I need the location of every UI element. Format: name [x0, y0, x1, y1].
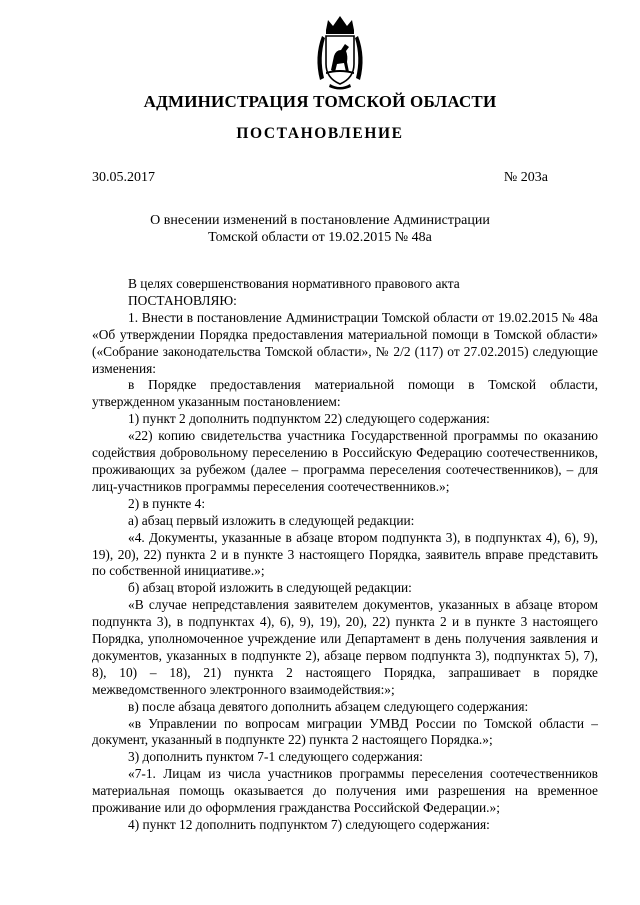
- body-paragraph: «22) копию свидетельства участника Государственной программы по оказанию содействия добровольному переселению в Российскую Федерацию соотечественников, проживающих за рубежом (далее – программа переселения соотечественников), – для лиц-участников программы переселения соотечественников.»;: [92, 428, 598, 494]
- document-number: № 203а: [503, 170, 548, 185]
- body-paragraph: В целях совершенствования нормативного правового акта: [128, 276, 460, 291]
- body-paragraph: б) абзац второй изложить в следующей редакции:: [128, 580, 412, 596]
- body-paragraph: «в Управлении по вопросам миграции УМВД России по Томской области – документ, указанный в подпункте 22) пункта 2 настоящего Порядка.»;: [92, 715, 598, 748]
- body-paragraph: а) абзац первый изложить в следующей редакции:: [128, 512, 415, 528]
- body-paragraph: 4) пункт 12 дополнить подпунктом 7) следующего содержания:: [128, 817, 490, 832]
- body-paragraph: «7-1. Лицам из числа участников программы переселения соотечественников материальная помощь оказывается до получения ими разрешения на временное проживание или до оформления гражданства Российской Федерации.»;: [92, 766, 598, 816]
- organization-name: АДМИНИСТРАЦИЯ ТОМСКОЙ ОБЛАСТИ: [143, 92, 497, 111]
- document-subject: [0, 212, 640, 246]
- body-paragraph: «В случае непредставления заявителем документов, указанных в абзаце втором подпункта 3), в подпунктах 4), 6), 9), 19), 20), 22) пункта 2 и в пункте 3 настоящего Порядка, уполномоченное учреждение или Департамент в день получения заявления и документов, указанных в подпункте 2), абзаце первом подпункта 3), подпунктах 5), 7), 8), 10) – 18), 21) пункта 2 настоящего Порядка, запрашивает в порядке межведомственного электронного взаимодействия:»;: [92, 597, 598, 697]
- body-paragraph: 3) дополнить пунктом 7-1 следующего содержания:: [128, 749, 423, 765]
- body-paragraph: ПОСТАНОВЛЯЮ:: [128, 292, 237, 308]
- tomsk-oblast-coat-of-arms-icon: [310, 12, 370, 92]
- body-paragraph: «4. Документы, указанные в абзаце втором подпункта 3), в подпунктах 4), 6), 9), 19), 20), 22) пункта 2 и в пункте 3 настоящего Порядка, заявитель вправе представить по собственной инициативе.»;: [92, 529, 598, 579]
- body-paragraph: 1. Внести в постановление Администрации Томской области от 19.02.2015 № 48а «Об утверждении Порядка предоставления материальной помощи в Томской области» («Собрание законодательства Томской области», № 2/2 (117) от 27.02.2015) следующие изменения:: [92, 309, 598, 376]
- subject-line: О внесении изменений в постановление Администрации: [150, 213, 490, 228]
- body-paragraph: в) после абзаца девятого дополнить абзацем следующего содержания:: [128, 698, 529, 714]
- body-paragraph: в Порядке предоставления материальной помощи в Томской области, утвержденном указанным постановлением:: [92, 377, 598, 410]
- document-type-title: ПОСТАНОВЛЕНИЕ: [236, 125, 404, 142]
- document-body: [92, 276, 598, 834]
- body-paragraph: 2) в пункте 4:: [128, 495, 206, 511]
- document-date: 30.05.2017: [92, 170, 155, 185]
- body-paragraph: 1) пункт 2 дополнить подпунктом 22) следующего содержания:: [128, 411, 490, 427]
- subject-line: Томской области от 19.02.2015 № 48а: [208, 230, 432, 245]
